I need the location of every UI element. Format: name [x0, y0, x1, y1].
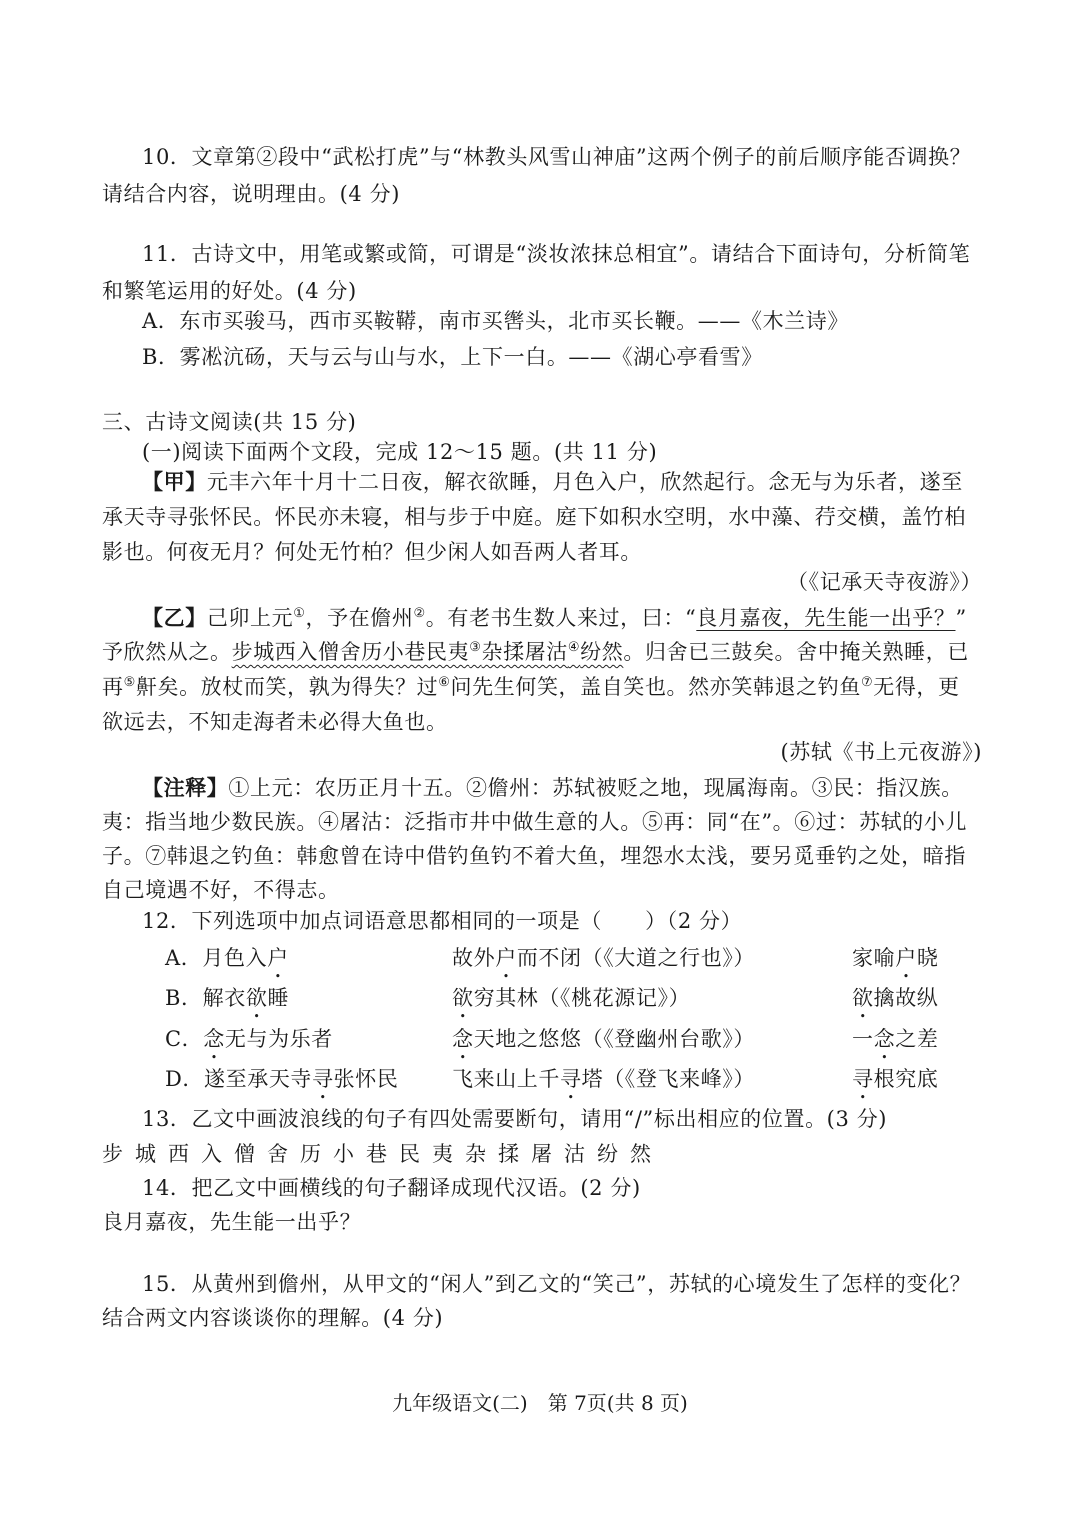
wavy-text: 纷然 — [580, 640, 624, 664]
q12-d-col1: D．遂至承天寺寻张怀民 — [165, 1067, 399, 1091]
passage-jia-line-1 — [142, 467, 963, 497]
passage-yi-line-3 — [102, 672, 960, 702]
dotted-word: 寻 — [852, 1067, 874, 1091]
passage-jia-line-2: 承天寺寻张怀民。怀民亦未寝，相与步于中庭。庭下如积水空明，水中藻、荇交横，盖竹柏 — [102, 505, 966, 529]
q12-c-col3: 一念之差 — [852, 1027, 939, 1051]
q11-line-2: 和繁笔运用的好处。(4 分) — [102, 279, 357, 303]
footnote-ref-1: ① — [293, 606, 306, 621]
yi-text: 鼾矣。放杖而笑，孰为得失？过 — [135, 675, 439, 699]
q13-answer-text: 步城西入僧舍历小巷民夷杂揉屠沽纷然 — [102, 1142, 663, 1166]
notes-line-1 — [142, 773, 963, 803]
q12-a-col2: 故外户而不闭（《大道之行也》） — [452, 946, 756, 970]
section-heading: 三、古诗文阅读(共 15 分) — [102, 410, 357, 434]
q15-line-2: 结合两文内容谈谈你的理解。(4 分) — [102, 1306, 444, 1330]
footnote-ref-7: ⑦ — [860, 675, 874, 690]
dotted-word: 念 — [452, 1027, 474, 1051]
dotted-word: 念 — [873, 1027, 896, 1051]
footnote-ref-3: ③ — [469, 640, 482, 655]
yi-text: 再 — [102, 675, 124, 699]
q12-c-col2: 念天地之悠悠（《登幽州台歌》） — [452, 1027, 756, 1051]
underlined-sentence: 良月嘉夜，先生能一出乎？ — [696, 606, 956, 630]
passage-yi-line-4: 欲远去，不知走海者未必得大鱼也。 — [102, 710, 448, 734]
footnote-ref-2: ② — [413, 606, 426, 621]
dotted-word: 念 — [203, 1027, 225, 1051]
wavy-text: 杂揉屠沽 — [481, 640, 568, 664]
page-footer: 九年级语文(二) 第 7页(共 8 页) — [392, 1391, 688, 1415]
q12-stem: 12．下列选项中加点词语意思都相同的一项是（ ）（2 分） — [142, 909, 743, 933]
q12-d-col3: 寻根究底 — [852, 1067, 939, 1091]
yi-text: 。归舍已三鼓矣。舍中掩关熟睡，已 — [623, 640, 969, 664]
yi-text: 予欣然从之。 — [102, 640, 232, 664]
notes-line-2: 夷：指当地少数民族。④屠沽：泛指市井中做生意的人。⑤再：同“在”。⑥过：苏轼的小儿 — [102, 810, 968, 834]
notes-line-4: 自己境遇不好，不得志。 — [102, 878, 340, 902]
footnote-ref-5: ⑤ — [123, 675, 136, 690]
dotted-word: 欲 — [852, 986, 874, 1010]
passage-yi-line-1 — [142, 603, 967, 633]
q12-a-col1: A．月色入户 — [165, 946, 289, 970]
dotted-word: 欲 — [452, 986, 474, 1010]
section-subheading: (一)阅读下面两个文段，完成 12～15 题。(共 11 分) — [142, 440, 658, 464]
wavy-text: 步城西入僧舍历小巷民夷 — [231, 640, 470, 664]
yi-text: 无得，更 — [873, 675, 960, 699]
dotted-word: 户 — [895, 946, 917, 970]
q12-b-col2: 欲穷其林（《桃花源记》） — [452, 986, 691, 1010]
q12-b-col1: B．解衣欲睡 — [165, 986, 290, 1010]
dotted-word: 户 — [495, 946, 517, 970]
q12-a-col3: 家喻户晓 — [852, 946, 939, 970]
passage-jia-line-3: 影也。何夜无月？何处无竹柏？但少闲人如吾两人者耳。 — [102, 540, 642, 564]
q14-sentence: 良月嘉夜，先生能一出乎？ — [102, 1210, 362, 1234]
q10-line-1: 10．文章第②段中“武松打虎”与“林教头风雪山神庙”这两个例子的前后顺序能否调换？ — [142, 145, 972, 169]
notes-tag: 【注释】 — [142, 775, 229, 800]
notes-text-1: ①上元：农历正月十五。②儋州：苏轼被贬之地，现属海南。③民：指汉族。 — [228, 776, 963, 800]
passage-jia-text-1: 元丰六年十月十二日夜，解衣欲睡，月色入户，欣然起行。念无与为乐者，遂至 — [206, 470, 963, 494]
passage-jia-tag: 【甲】 — [142, 469, 207, 494]
passage-jia-source: （《记承天寺夜游》） — [787, 570, 982, 594]
yi-text: 。有老书生数人来过，曰：“ — [425, 606, 697, 630]
passage-yi-line-2 — [102, 637, 969, 667]
yi-text: 问先生何笑，盖自笑也。然亦笑韩退之钓鱼 — [450, 675, 861, 699]
q12-b-col3: 欲擒故纵 — [852, 986, 939, 1010]
q11-line-1: 11．古诗文中，用笔或繁或简，可谓是“淡妆浓抹总相宜”。请结合下面诗句，分析简笔 — [142, 242, 971, 266]
passage-yi-tag: 【乙】 — [142, 605, 207, 630]
q11-option-a: A．东市买骏马，西市买鞍鞯，南市买辔头，北市买长鞭。——《木兰诗》 — [142, 309, 849, 333]
notes-line-3: 子。⑦韩退之钓鱼：韩愈曾在诗中借钓鱼钓不着大鱼，埋怨水太浅，要另觅垂钓之处，暗指 — [102, 844, 966, 868]
q10-line-2: 请结合内容，说明理由。(4 分) — [102, 182, 401, 206]
yi-text: 己卯上元 — [206, 606, 294, 630]
q14-stem: 14．把乙文中画横线的句子翻译成现代汉语。(2 分) — [142, 1176, 641, 1200]
q12-d-col2: 飞来山上千寻塔（《登飞来峰》） — [452, 1067, 756, 1091]
wavy-underlined-sentence — [232, 640, 624, 664]
dotted-word: 欲 — [245, 986, 268, 1010]
q11-option-b: B．雾凇沆砀，天与云与山与水，上下一白。——《湖心亭看雪》 — [142, 345, 763, 369]
dotted-word: 寻 — [312, 1067, 334, 1091]
yi-text: ，予在儋州 — [305, 606, 414, 630]
q15-line-1: 15．从黄州到儋州，从甲文的“闲人”到乙文的“笑己”，苏轼的心境发生了怎样的变化？ — [142, 1272, 972, 1296]
q12-c-col1: C．念无与为乐者 — [165, 1027, 333, 1051]
passage-yi-source: (苏轼《书上元夜游》) — [780, 740, 982, 764]
dotted-word: 寻 — [560, 1067, 582, 1091]
footnote-ref-6: ⑥ — [438, 675, 451, 690]
q13-stem: 13．乙文中画波浪线的句子有四处需要断句，请用“/”标出相应的位置。(3 分) — [142, 1107, 888, 1131]
dotted-word: 户 — [267, 946, 289, 970]
yi-text: ” — [955, 606, 967, 630]
footnote-ref-4: ④ — [567, 640, 581, 655]
